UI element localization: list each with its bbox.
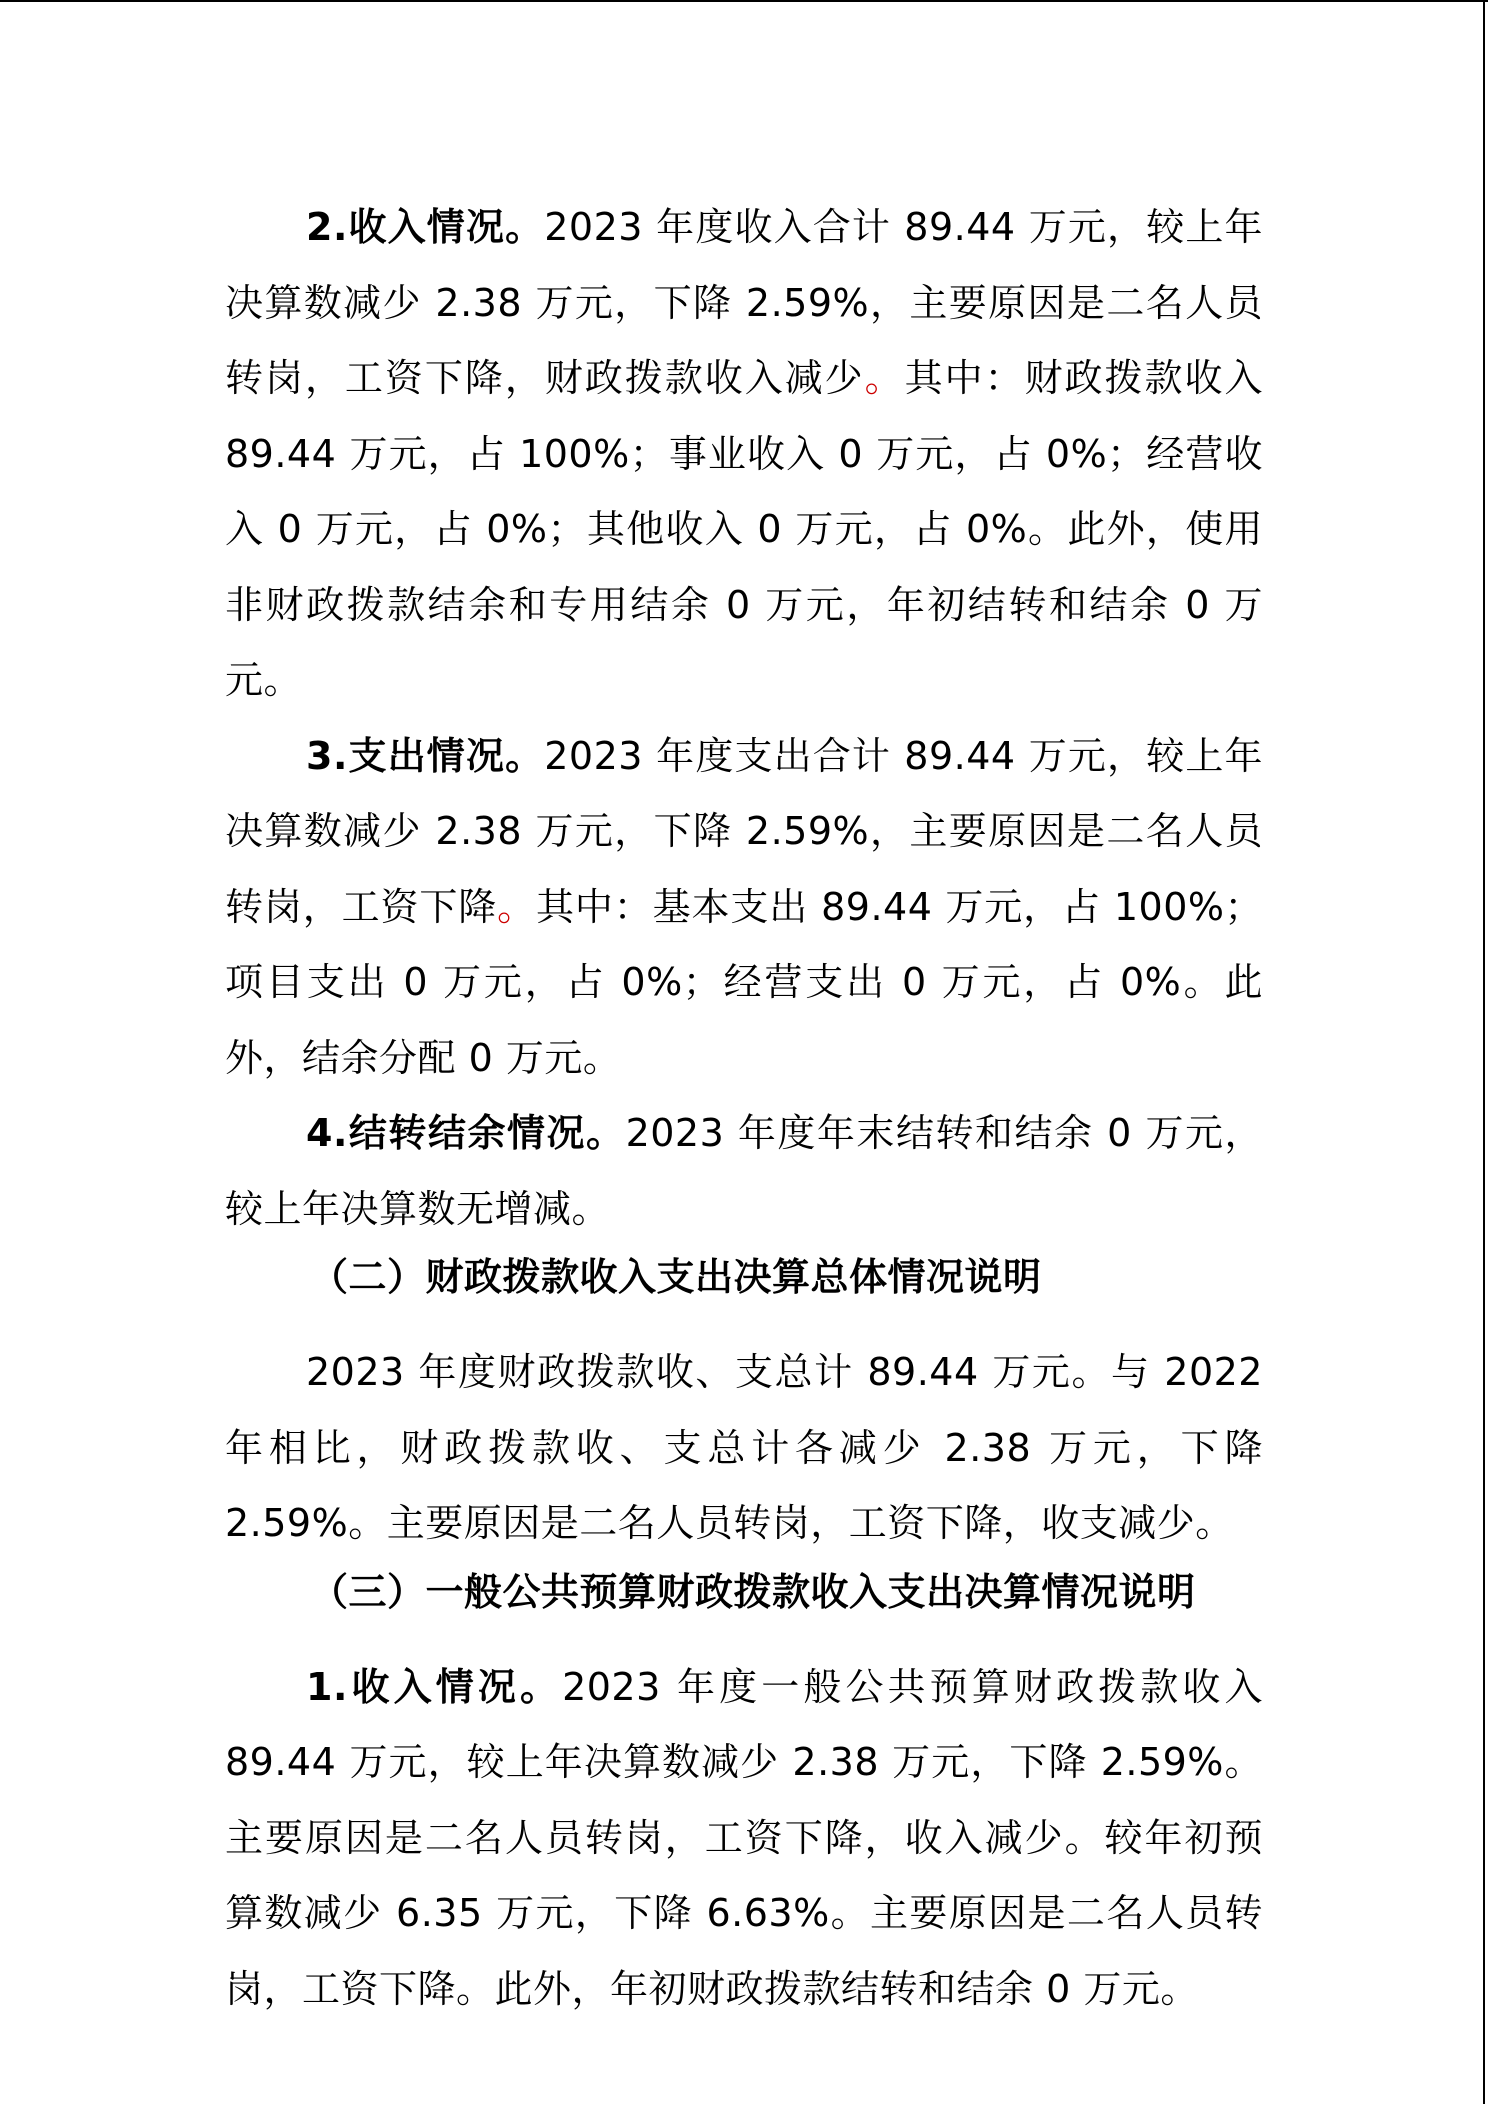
expense-red-mark: 。: [497, 884, 537, 929]
spacer: [225, 1622, 1263, 1650]
expense-text-a: 2023 年度支出合计 89.44 万元，较上年决算数减少 2.38 万元，下降 2.59%，主要原因是二名人员转岗，工资下降: [225, 733, 1263, 929]
income-text-b: 其中：财政拨款收入 89.44 万元，占 100%；事业收入 0 万元，占 0%；经营收入 0 万元，占 0%；其他收入 0 万元，占 0%。此外，使用非财政拨款结余和专用结余 0 万元，年初结转和结余 0 万元。: [225, 356, 1263, 702]
paragraph-expense: [225, 719, 1263, 1097]
general-budget-income-lead: 1.收入情况。: [306, 1664, 563, 1709]
income-text-a: 2023 年度收入合计 89.44 万元，较上年决算数减少 2.38 万元，下降 2.59%，主要原因是二名人员转岗，工资下降，财政拨款收入减少: [225, 205, 1263, 400]
spacer: [225, 1307, 1263, 1335]
paragraph-general-budget-income: [225, 1650, 1263, 2028]
page-border-top: [0, 0, 1488, 2]
carryover-text: 2023 年度年末结转和结余 0 万元，较上年决算数无增减。: [225, 1111, 1263, 1231]
page-border-right: [1483, 0, 1485, 2104]
general-budget-income-text: 2023 年度一般公共预算财政拨款收入 89.44 万元，较上年决算数减少 2.38 万元，下降 2.59%。主要原因是二名人员转岗，工资下降，收入减少。较年初预算数减少 6.35 万元，下降 6.63%。主要原因是二名人员转岗，工资下降。此外，年初财政拨款结转和结余 0 万元。: [225, 1664, 1263, 2011]
heading-fiscal-overall: （二）财政拨款收入支出决算总体情况说明: [310, 1254, 1042, 1299]
income-lead: 2.收入情况。: [306, 205, 545, 249]
carryover-lead: 4.结转结余情况。: [306, 1111, 626, 1155]
document-body: [225, 190, 1263, 2027]
heading-general-budget: （三）一般公共预算财政拨款收入支出决算情况说明: [310, 1568, 1196, 1614]
income-red-mark: 。: [864, 356, 905, 400]
paragraph-carryover: [225, 1096, 1263, 1247]
expense-text-b: 其中：基本支出 89.44 万元，占 100%；项目支出 0 万元，占 0%；经营支出 0 万元，占 0%。此外，结余分配 0 万元。: [225, 884, 1263, 1080]
paragraph-income: [225, 190, 1263, 719]
expense-lead: 3.支出情况。: [306, 733, 545, 778]
paragraph-fiscal-total: 2023 年度财政拨款收、支总计 89.44 万元。与 2022 年相比，财政拨款收、支总计各减少 2.38 万元，下降 2.59%。主要原因是二名人员转岗，工资下降，收支减少。: [225, 1350, 1263, 1545]
